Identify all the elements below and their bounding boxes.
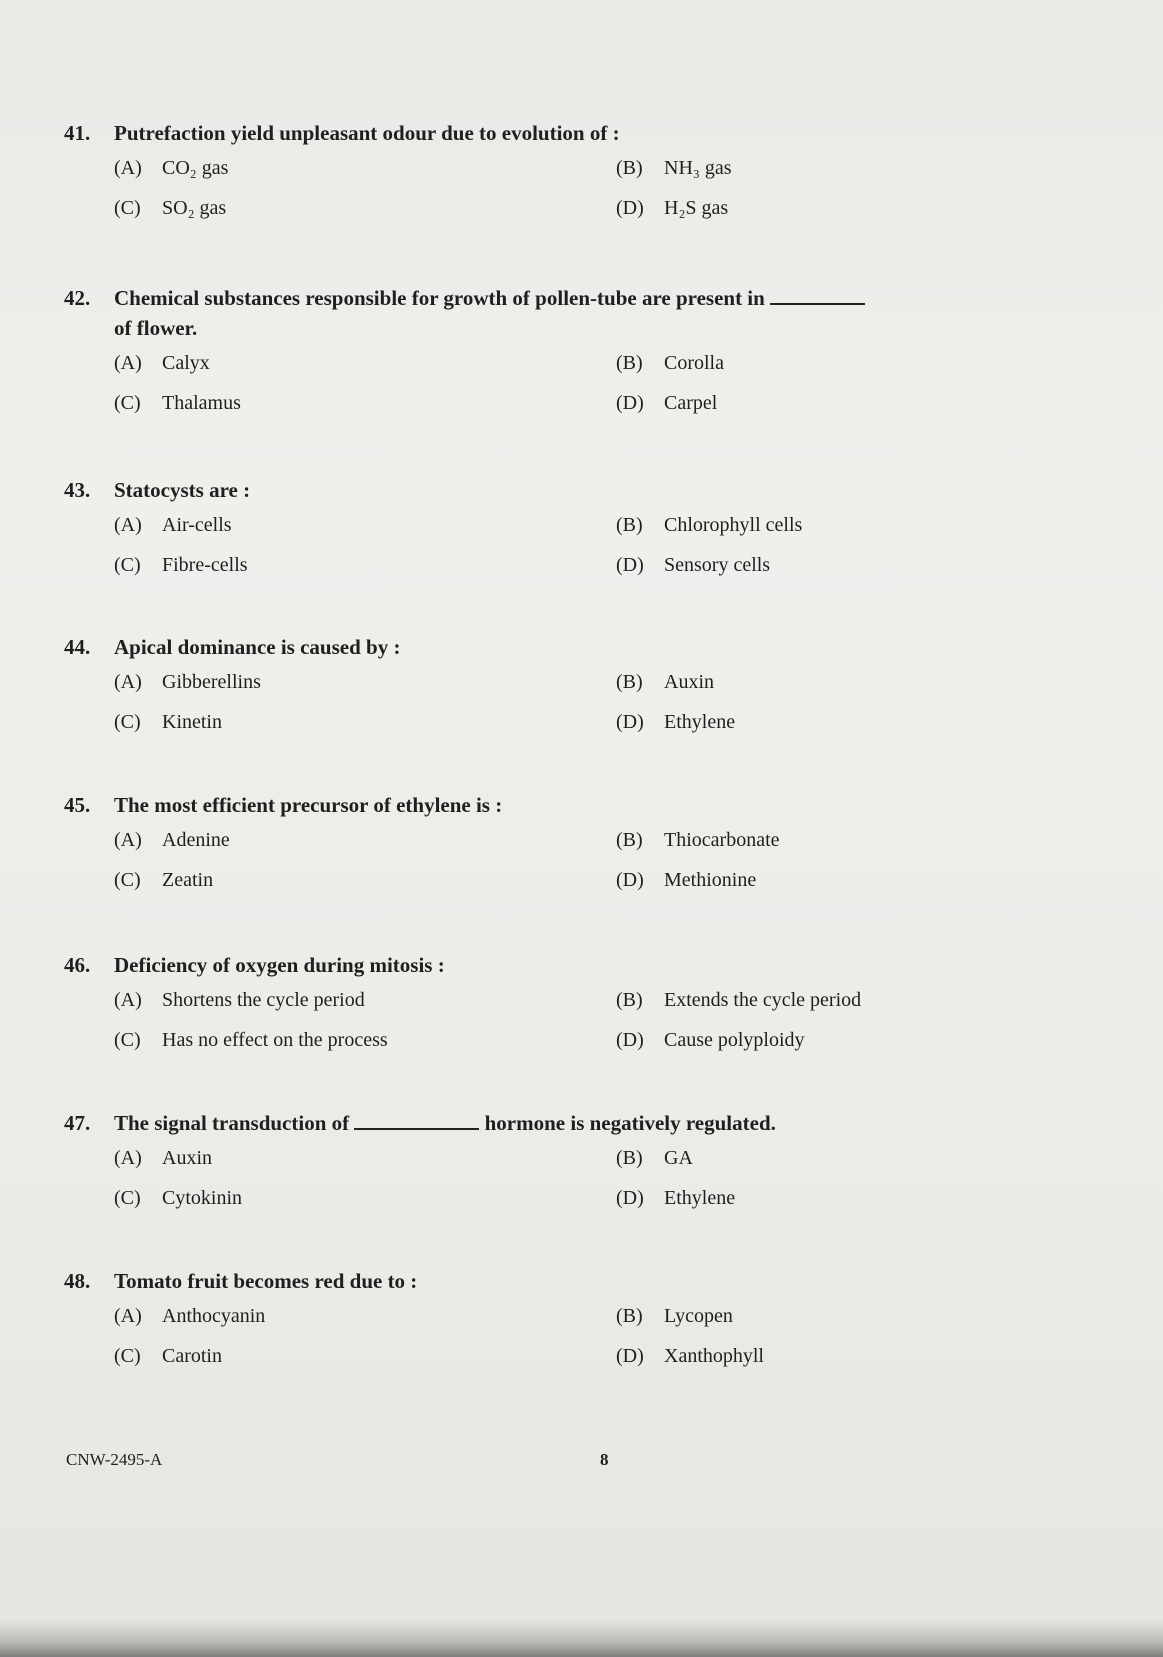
options xyxy=(114,1296,1084,1376)
question-text: The signal transduction of hormone is negatively regulated. xyxy=(114,1111,776,1135)
options xyxy=(114,980,1084,1060)
option-c: (C) Cytokinin xyxy=(114,1187,243,1209)
question-number: 46. xyxy=(64,953,91,977)
option-b: (B) NH₃ gas xyxy=(616,157,732,179)
options xyxy=(114,662,1084,742)
question-number: 48. xyxy=(64,1269,91,1293)
option-c: (C) Thalamus xyxy=(114,392,241,414)
question-42 xyxy=(64,283,1084,423)
option-a: (A) Adenine xyxy=(114,829,230,851)
question-number: 45. xyxy=(64,793,91,817)
option-a: (A) Gibberellins xyxy=(114,671,261,693)
question-number: 44. xyxy=(64,635,91,659)
question-number: 47. xyxy=(64,1111,91,1135)
question-text: Statocysts are : xyxy=(114,478,251,502)
option-d: (D) Sensory cells xyxy=(616,554,771,576)
option-a: (A) Auxin xyxy=(114,1147,212,1169)
question-48 xyxy=(64,1266,1084,1376)
question-text: Apical dominance is caused by : xyxy=(114,635,401,659)
page-number: 8 xyxy=(600,1450,609,1469)
question-text: Putrefaction yield unpleasant odour due to evolution of : xyxy=(114,121,620,145)
option-b: (B) Auxin xyxy=(616,671,714,693)
option-c: (C) Fibre-cells xyxy=(114,554,248,576)
question-43 xyxy=(64,475,1084,585)
option-d: (D) Xanthophyll xyxy=(616,1345,764,1367)
option-a: (A) Shortens the cycle period xyxy=(114,989,365,1011)
option-b: (B) Extends the cycle period xyxy=(616,989,862,1011)
option-d: (D) H₂S gas xyxy=(616,197,729,219)
question-text: Chemical substances responsible for growth of pollen-tube are present in of flower. xyxy=(114,283,1084,343)
option-a: (A) Anthocyanin xyxy=(114,1305,266,1327)
option-a: (A) CO₂ gas xyxy=(114,157,229,179)
question-text: Deficiency of oxygen during mitosis : xyxy=(114,953,445,977)
question-number: 41. xyxy=(64,121,91,145)
option-c: (C) Zeatin xyxy=(114,869,214,891)
option-b: (B) Lycopen xyxy=(616,1305,733,1327)
options xyxy=(114,343,1084,423)
option-d: (D) Carpel xyxy=(616,392,718,414)
option-c: (C) SO₂ gas xyxy=(114,197,227,219)
question-text: The most efficient precursor of ethylene is : xyxy=(114,793,503,817)
question-number: 42. xyxy=(64,286,91,310)
option-b: (B) GA xyxy=(616,1147,693,1169)
option-b: (B) Corolla xyxy=(616,352,724,374)
question-number: 43. xyxy=(64,478,91,502)
option-d: (D) Methionine xyxy=(616,869,757,891)
option-c: (C) Kinetin xyxy=(114,711,222,733)
option-a: (A) Calyx xyxy=(114,352,210,374)
option-a: (A) Air-cells xyxy=(114,514,232,536)
option-d: (D) Ethylene xyxy=(616,711,736,733)
question-44 xyxy=(64,632,1084,742)
option-b: (B) Thiocarbonate xyxy=(616,829,780,851)
options xyxy=(114,1138,1084,1218)
option-c: (C) Carotin xyxy=(114,1345,222,1367)
paper-code: CNW-2495-A xyxy=(66,1450,163,1469)
options xyxy=(114,820,1084,900)
scan-shadow xyxy=(0,1619,1163,1657)
option-b: (B) Chlorophyll cells xyxy=(616,514,803,536)
answer-blank xyxy=(770,285,865,305)
question-46 xyxy=(64,950,1084,1060)
answer-blank xyxy=(354,1110,479,1130)
question-47 xyxy=(64,1108,1084,1218)
option-d: (D) Cause polyploidy xyxy=(616,1029,805,1051)
options xyxy=(114,148,1084,228)
question-41 xyxy=(64,118,1084,228)
option-c: (C) Has no effect on the process xyxy=(114,1029,388,1051)
question-text: Tomato fruit becomes red due to : xyxy=(114,1269,418,1293)
question-45 xyxy=(64,790,1084,900)
options xyxy=(114,505,1084,585)
option-d: (D) Ethylene xyxy=(616,1187,736,1209)
